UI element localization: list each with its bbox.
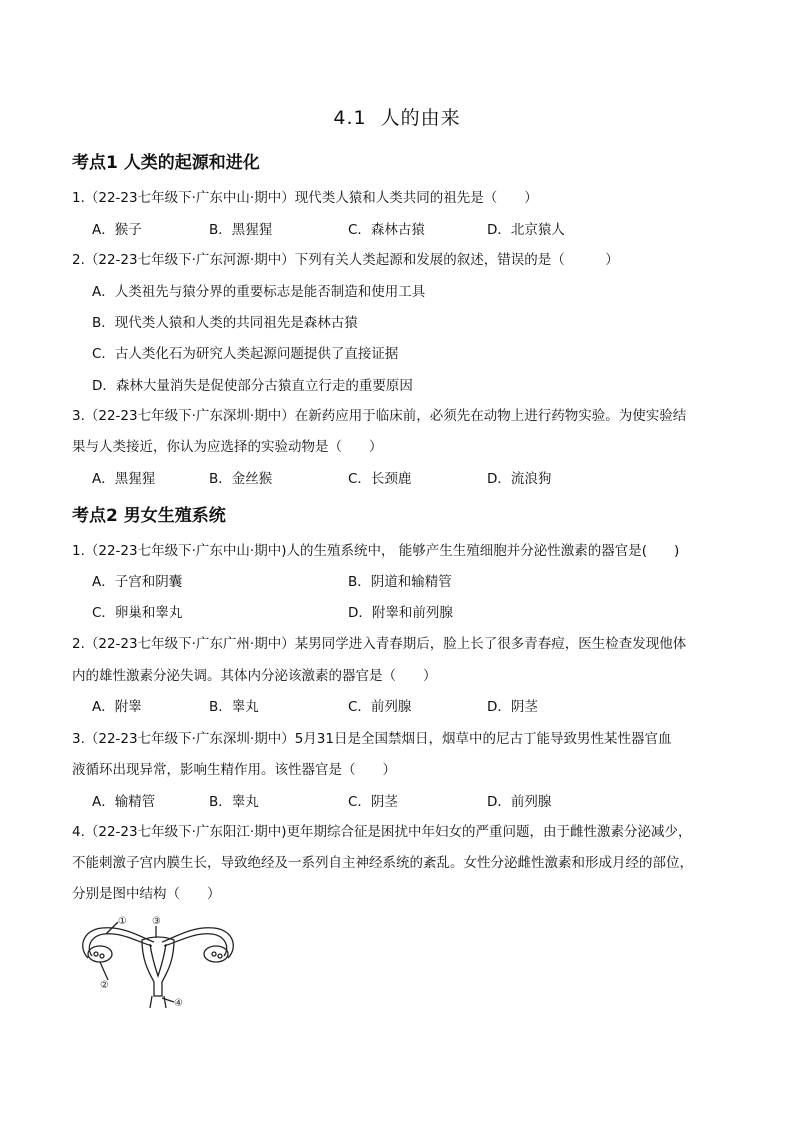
option-c: C．卵巢和睾丸	[92, 605, 183, 621]
question-stem-line: 分别是图中结构（ ）	[72, 886, 221, 902]
option-d: D．附睾和前列腺	[348, 605, 453, 621]
question-stem-line: 2.（22-23七年级下·广东广州·期中）某男同学进入青春期后，脸上长了很多青春痘，医生检查发现他体	[72, 636, 687, 652]
option-d: D．森林大量消失是促使部分古猿直立行走的重要原因	[92, 378, 413, 394]
question-stem-line: 液循环出现异常，影响生精作用。该性器官是（ ）	[72, 762, 396, 778]
female-reproductive-diagram	[70, 910, 245, 1010]
question-stem-line: 内的雄性激素分泌失调。其体内分泌该激素的器官是（ ）	[72, 668, 437, 684]
option-b: B．黑猩猩	[209, 222, 273, 238]
option-a: A．人类祖先与猿分界的重要标志是能否制造和使用工具	[92, 284, 426, 300]
option-b: B．睾丸	[209, 699, 259, 715]
question-stem: 1.（22-23七年级下·广东中山·期中）现代类人猿和人类共同的祖先是（ ）	[72, 190, 538, 206]
option-d: D．流浪狗	[487, 471, 552, 487]
figure-label-1: ①	[118, 916, 127, 927]
figure-label-4: ④	[174, 998, 183, 1009]
option-b: B．阴道和输精管	[348, 574, 452, 590]
option-b: B．睾丸	[209, 794, 259, 810]
option-a: A．黑猩猩	[92, 471, 156, 487]
option-a: A．猴子	[92, 222, 142, 238]
question-stem-line: 不能刺激子宫内膜生长，导致绝经及一系列自主神经系统的紊乱。女性分泌雌性激素和形成月经的部位，	[72, 855, 693, 871]
option-d: D．前列腺	[487, 794, 552, 810]
option-c: C．阴茎	[348, 794, 398, 810]
title-text: 人的由来	[380, 107, 461, 129]
question-stem: 1.（22-23七年级下·广东中山·期中)人的生殖系统中， 能够产生生殖细胞并分泌性激素的器官是( )	[72, 543, 680, 559]
section-heading-2: 考点2 男女生殖系统	[72, 506, 226, 526]
option-d: D．阴茎	[487, 699, 538, 715]
title-number: 4.1	[333, 107, 367, 129]
option-a: A．子宫和阴囊	[92, 574, 183, 590]
option-c: C．古人类化石为研究人类起源问题提供了直接证据	[92, 346, 399, 362]
option-a: A．输精管	[92, 794, 156, 810]
option-c: C．长颈鹿	[348, 471, 412, 487]
page-title	[0, 103, 794, 130]
figure-label-3: ③	[152, 916, 161, 927]
question-stem-line: 4.（22-23七年级下·广东阳江·期中)更年期综合征是困扰中年妇女的严重问题，由于雌性激素分泌减少，	[72, 824, 692, 840]
option-c: C．前列腺	[348, 699, 412, 715]
option-a: A．附睾	[92, 699, 142, 715]
option-b: B．现代类人猿和人类的共同祖先是森林古猿	[92, 315, 358, 331]
option-d: D．北京猿人	[487, 222, 565, 238]
option-c: C．森林古猿	[348, 222, 425, 238]
question-stem-line: 3.（22-23七年级下·广东深圳·期中）5月31日是全国禁烟日，烟草中的尼古丁能导致男性某性器官血	[72, 731, 672, 747]
question-stem-line: 3.（22-23七年级下·广东深圳·期中）在新药应用于临床前，必须先在动物上进行药物实验。为使实验结	[72, 408, 687, 424]
figure-label-2: ②	[100, 980, 109, 991]
question-stem: 2.（22-23七年级下·广东河源·期中）下列有关人类起源和发展的叙述，错误的是（ ）	[72, 252, 619, 268]
option-b: B．金丝猴	[209, 471, 273, 487]
question-stem-line: 果与人类接近，你认为应选择的实验动物是（ ）	[72, 439, 383, 455]
section-heading-1: 考点1 人类的起源和进化	[72, 153, 260, 173]
